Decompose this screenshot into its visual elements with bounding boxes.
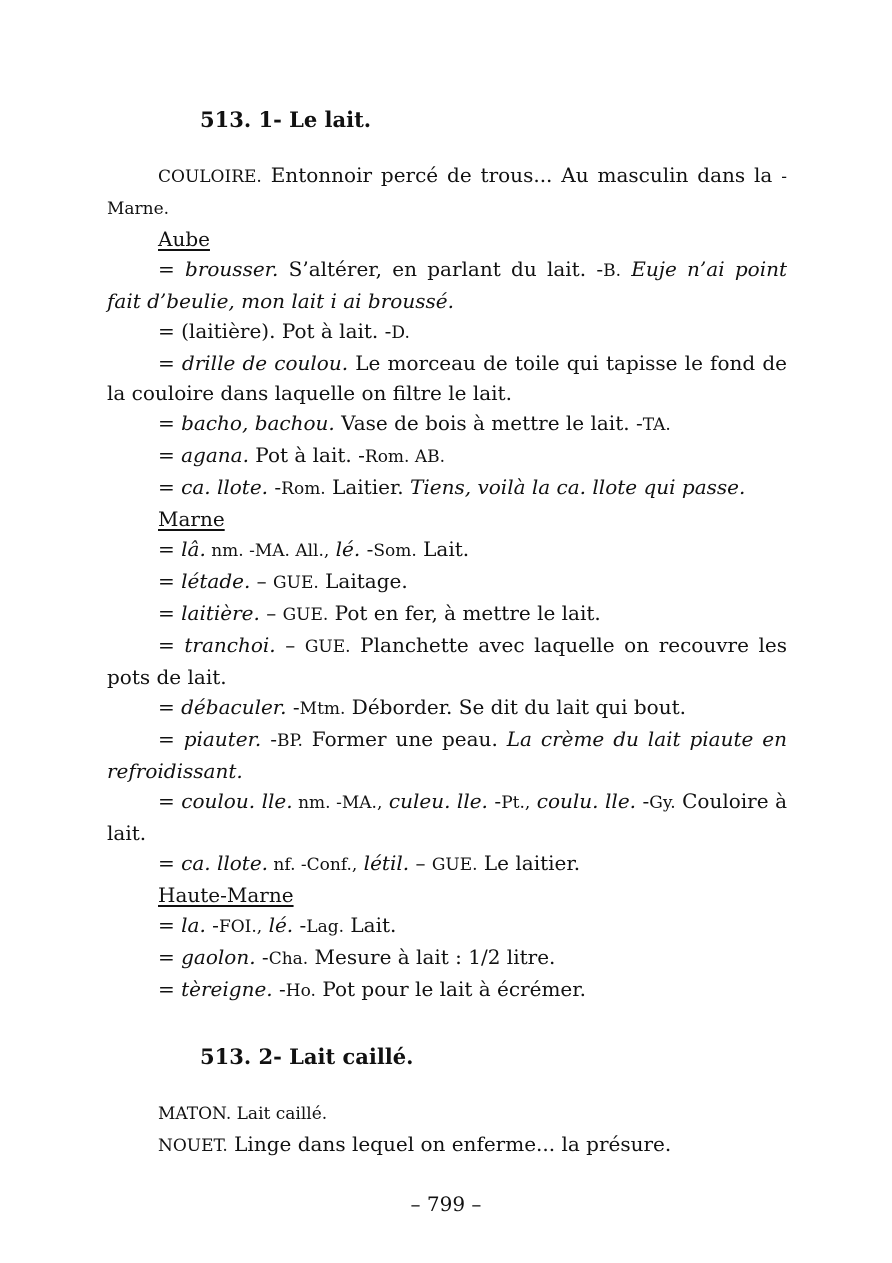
entry-text: - (636, 789, 650, 813)
dictionary-entry (107, 1129, 787, 1161)
dialect-term: La crème du lait piaute en refroidissant. (107, 727, 787, 783)
source-abbrev: Lag. (306, 917, 344, 937)
section-body-lait-caille (107, 1097, 787, 1161)
entry-text: = (158, 475, 182, 499)
dialect-term: Euje n’ai point fait d’beulie, mon lait i ai broussé. (107, 257, 788, 313)
entry-text (621, 257, 631, 281)
entry-text: - (286, 695, 300, 719)
dialect-term: gaolon. (181, 945, 256, 969)
entry-text: – (250, 569, 274, 593)
region-label: Marne (158, 507, 225, 531)
entry-text: - (261, 727, 277, 751)
source-abbrev: MATON. (158, 1104, 232, 1124)
entry-text: - (293, 913, 307, 937)
source-abbrev: Gy. (649, 793, 676, 813)
entry-text: Mesure à lait : 1/2 litre. (308, 945, 556, 969)
source-abbrev: -Marne. (107, 167, 787, 219)
entry-text: = (158, 257, 186, 281)
entry-text: = (158, 411, 182, 435)
entry-text: Lait. (344, 913, 397, 937)
entry-text: = (158, 945, 182, 969)
entry-text: Laitage. (318, 569, 408, 593)
source-abbrev: nf. -Conf., (268, 855, 358, 875)
dictionary-entry (107, 598, 787, 630)
section-heading-lait: 513. 1- Le lait. (200, 107, 372, 132)
dialect-term: débaculer. (181, 695, 287, 719)
dialect-term: lé. (335, 537, 361, 561)
entry-text: – (259, 601, 283, 625)
dialect-term: laitière. (181, 601, 260, 625)
entry-text: = (158, 601, 182, 625)
entry-text: Entonnoir percé de trous... Au masculin dans la (261, 163, 782, 187)
dialect-term: drille de coulou. (181, 351, 349, 375)
entry-text: = (158, 537, 182, 561)
dictionary-entry (107, 534, 787, 566)
source-abbrev: FOI., (218, 917, 263, 937)
entry-text: - (205, 913, 219, 937)
dictionary-entry (107, 316, 787, 348)
entry-text: Former une peau. (302, 727, 507, 751)
source-abbrev: GUE. (273, 573, 319, 593)
dialect-term: Tiens, voilà la ca. llote qui passe. (410, 475, 746, 499)
source-abbrev: GUE. (304, 637, 351, 657)
dialect-term: piauter. (183, 727, 262, 751)
entry-text: – (275, 633, 305, 657)
entry-text: Le morceau de toile qui tapisse le fond de la couloire dans laquelle on filtre le lait. (107, 351, 787, 405)
source-abbrev: Mtm. (299, 699, 346, 719)
section-body-lait (107, 160, 787, 1006)
entry-text: S’altérer, en parlant du lait. - (278, 257, 604, 281)
entry-text: Couloire à lait. (107, 789, 788, 845)
dialect-term: létil. (363, 851, 410, 875)
dictionary-entry (107, 472, 787, 504)
entry-text: - (255, 945, 269, 969)
source-abbrev: D. (391, 323, 410, 343)
page-number: – 799 – (410, 1192, 482, 1216)
source-abbrev: Ho. (285, 981, 316, 1001)
source-abbrev: GUE. (431, 855, 478, 875)
entry-text: Laitier. (325, 475, 411, 499)
entry-text: Déborder. Se dit du lait qui bout. (345, 695, 686, 719)
source-abbrev: Pt., (501, 793, 531, 813)
dialect-term: coulu. lle. (536, 789, 637, 813)
entry-text: Lait. (416, 537, 470, 561)
source-abbrev: Som. (373, 541, 417, 561)
entry-text: Planchette avec laquelle on recouvre les pots de lait. (107, 633, 787, 689)
source-abbrev: Cha. (268, 949, 309, 969)
dictionary-entry (107, 692, 787, 724)
dictionary-entry (107, 440, 787, 472)
entry-text: = (158, 695, 182, 719)
source-abbrev: NOUET. (158, 1136, 228, 1156)
entry-text: = (158, 351, 182, 375)
source-abbrev: BP. (276, 731, 303, 751)
entry-text: = (158, 633, 185, 657)
entry-text: Pot pour le lait à écrémer. (315, 977, 586, 1001)
entry-text: Pot à lait. - (248, 443, 365, 467)
source-abbrev: nm. -MA. All., (205, 541, 330, 561)
dialect-term: tranchoi. (184, 633, 276, 657)
entry-text: Pot en fer, à mettre le lait. (328, 601, 601, 625)
source-abbrev: Rom. AB. (364, 447, 446, 467)
entry-text: = (laitière). Pot à lait. - (158, 319, 392, 343)
entry-text: Le laitier. (477, 851, 581, 875)
dictionary-entry (107, 910, 787, 942)
entry-text: = (158, 443, 182, 467)
dialect-term: la. (181, 913, 206, 937)
entry-text: = (158, 977, 182, 1001)
dictionary-entry (107, 160, 787, 224)
source-abbrev: nm. -MA., (292, 793, 383, 813)
region-label: Haute-Marne (158, 883, 294, 907)
dialect-term: ca. llote. (181, 851, 269, 875)
dictionary-entry (107, 348, 787, 408)
dialect-term: culeu. lle. (388, 789, 488, 813)
entry-text: = (158, 569, 182, 593)
source-abbrev: Rom. (281, 479, 326, 499)
dictionary-entry (107, 254, 787, 316)
entry-text: = (158, 913, 182, 937)
entry-text: = (158, 789, 182, 813)
dictionary-entry (107, 974, 787, 1006)
dictionary-entry (107, 786, 787, 848)
entry-text: - (268, 475, 282, 499)
source-abbrev: GUE. (282, 605, 329, 625)
entry-text: Linge dans lequel on enferme... la présure. (227, 1132, 672, 1156)
dialect-term: bacho, bachou. (181, 411, 335, 435)
source-abbrev: B. (603, 261, 621, 281)
source-abbrev: TA. (642, 415, 671, 435)
dialect-term: létade. (181, 569, 251, 593)
dialect-term: lé. (268, 913, 294, 937)
source-abbrev: COULOIRE. (158, 167, 262, 187)
dialect-term: agana. (181, 443, 249, 467)
source-abbrev: Lait caillé. (231, 1104, 328, 1124)
dialect-term: lâ. (181, 537, 206, 561)
dictionary-entry (107, 942, 787, 974)
dictionary-entry (107, 1097, 787, 1129)
entry-text: = (158, 851, 182, 875)
dialect-term: brousser. (185, 257, 279, 281)
dictionary-entry (107, 630, 787, 692)
entry-text: - (487, 789, 502, 813)
section-heading-lait-caille: 513. 2- Lait caillé. (200, 1044, 414, 1069)
dialect-term: coulou. lle. (181, 789, 293, 813)
entry-text: - (360, 537, 374, 561)
region-label: Aube (158, 227, 210, 251)
entry-text: = (158, 727, 184, 751)
dialect-term: ca. llote. (181, 475, 269, 499)
dictionary-entry (107, 408, 787, 440)
dialect-term: tèreigne. (181, 977, 273, 1001)
entry-text: Vase de bois à mettre le lait. - (334, 411, 643, 435)
dictionary-entry (107, 566, 787, 598)
dictionary-entry (107, 848, 787, 880)
entry-text: - (272, 977, 286, 1001)
dictionary-entry (107, 724, 787, 786)
entry-text: – (409, 851, 432, 875)
